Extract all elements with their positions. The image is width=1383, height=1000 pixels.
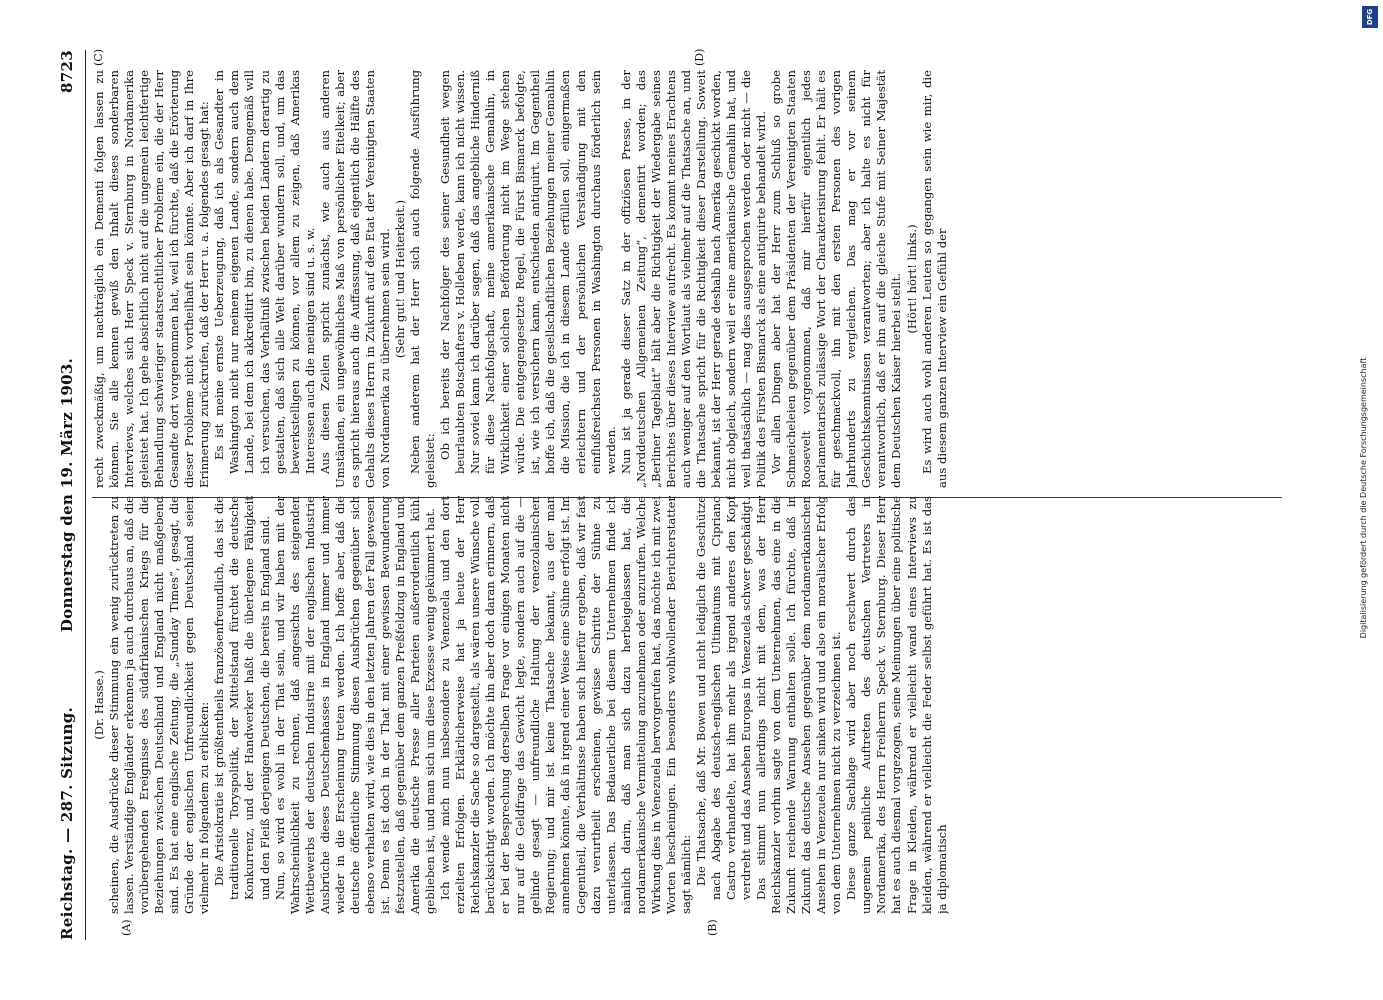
credit-text: Digitalisierung gefördert durch die Deutsche Forschungsgemeinschaft [1359, 357, 1368, 639]
paragraph: Es wird auch wohl anderen Leuten so gegangen sein wie mir, die aus diesem ganzen Interview ein Gefühl der [919, 70, 949, 488]
interjection: (Sehr gut! und Heiterkeit.) [392, 199, 407, 359]
quotation: Ob ich bereits der Nachfolger des seiner Gesundheit wegen beurlaubten Botschafters v. Holleben werde, kann ich nicht wissen. Nur soviel kann ich darüber sagen, daß das angebliche Hinderniß für diese Nachfolgschaft, meine amerikanische Gemahlin, in Wirklichkeit einer solchen Beförderung nicht im Wege stehen würde. Die entgegengesetzte Regel, die Fürst Bismarck befolgte, ist, wie ich versichern kann, entschieden antiquirt. Im Gegentheil hoffe ich, daß die gesellschaftlichen Beziehungen meiner Gemahlin die Mission, die ich in diesem Lande erfüllen soll, einigermaßen erleichtern und der persönlichen Verständigung mit den einflußreichsten Personen in Washington durchaus förderlich sein werden. [438, 70, 618, 474]
header-date: Donnerstag den 19. März 1903. [58, 357, 76, 633]
margin-marker-d: (D) [693, 48, 706, 66]
quotation: Die Thatsache, daß Mr. Bowen und nicht lediglich die Geschütze nach Abgabe des deutsch-englischen Ultimatums mit Cipriano Castro verhandelte, hat ihm mehr als irgend anderes den Kopf verdreht und das Ansehen Europas in Venezuela schwer geschädigt. [693, 496, 754, 900]
header-session: Reichstag. — 287. Sitzung. [58, 706, 76, 940]
paragraph: Diese ganze Sachlage wird aber noch erschwert durch das ungemein peinliche Auftreten des deutschen Vertreters in Nordamerika, des Herrn Freiherrn Speck v. Sternburg. Dieser Herr hat es auch diesmal vorgezogen, seine Meinungen über eine politische Frage in Kleiden, während er vielleicht wand eines Interviews zu kleiden, während er vielleicht die Feder selbst geführt hat. Es ist das ja diplomatisch [844, 496, 949, 914]
margin-marker-c: (C) [92, 49, 105, 66]
interjection: (Hört! hört! links.) [904, 224, 919, 334]
dfg-logo-icon [1362, 6, 1378, 28]
paragraph: Nun ist ja gerade dieser Satz in der offiziösen Presse, in der „Norddeutschen Allgemeinen Zeitung“, dementirt worden; das „Berliner Tageblatt“ hält aber die Richtigkeit der Wiedergabe seines Berichtes über dieses Interview aufrecht. Es kommt meines Erachtens auch weniger auf den Wortlaut als vielmehr auf die Thatsache an, und die Thatsache spricht für die Richtigkeit dieser Darstellung. Soweit bekannt, ist der Herr gerade deshalb nach Amerika geschickt worden, nicht obgleich, sondern weil er eine amerikanische Gemahlin hat, und weil thatsächlich — mag dies ausgesprochen werden oder nicht — die Politik des Fürsten Bismarck als eine antiquirte behandelt wird. [618, 70, 769, 488]
speaker-label: (Dr. Hasse.) [92, 670, 106, 740]
paragraph: recht zweckmäßig, um nachträglich ein Dementi folgen lassen zu können. Sie alle kennen gewiß den Inhalt dieses sonderbaren Interviews, welches sich Herr Speck v. Sternburg in Nordamerika geleistet hat. Ich gehe absichtlich nicht auf die ungemein leichtfertige Behandlung schwieriger staatsrechtlicher Probleme ein, die der Herr Gesandte dort vorgenommen hat, weil ich fürchte, daß die Erörterung dieser Probleme nicht vortheilhaft sein könnte. Aber ich darf in Ihre Erinnerung zurückrufen, daß der Herr u. a. folgendes gesagt hat: [92, 70, 212, 488]
quotation: Es ist meine ernste Ueberzeugung, daß ich als Gesandter in Washington nicht nur meinem eigenen Lande, sondern auch dem Lande, bei dem ich akkreditirt bin, zu dienen habe. Demgemäß will ich versuchen, das Verhältniß zwischen beiden Ländern derartig zu gestalten, daß sich alle Welt darüber wundern soll, und, um das bewerkstelligen zu können, vor allem zu zeigen, daß Amerikas Interessen auch die meinigen sind u. s. w. [212, 70, 317, 474]
quotation: Die Aristokratie ist größtentheils französenfreundlich, das ist die traditionelle Toryspolitik, der Mittelstand fürchtet die deutsche Konkurrenz, und der Handwerker haßt die überlegene Fähigkeit und den Fleiß derjenigen Deutschen, die bereits in England sind. [212, 496, 272, 900]
header-rule [85, 50, 86, 940]
page-header [58, 50, 80, 940]
header-page-number: 8723 [58, 50, 76, 93]
digitization-credit [1352, 18, 1376, 978]
paragraph: Ich wende mich nun insbesondere zu Venezuela und den dort erzielten Erfolgen. Erklärlicherweise hat ja heute der Herr Reichskanzler die Sache so dargestellt, als wären unsere Wünsche voll berücksichtigt worden. Ich möchte ihn aber doch daran erinnern, daß er bei der Besprechung derselben Frage vor einigen Monaten nicht nur auf die Geldfrage das Gewicht legte, sondern auch auf die — gelinde gesagt — unfreundliche Haltung der venezolanischen Regierung; und mir ist keine Thatsache bekannt, aus der man annehmen könnte, daß in irgend einer Weise eine Sühne erfolgt ist. Im Gegentheil, die Verhältnisse haben sich hierfür ergeben, daß wir fast dazu verurtheilt erscheinen, gewisse Schritte der Sühne zu unterlassen. Das Bedauerliche bei diesem Unternehmen finde ich nämlich darin, daß man sich dazu herbeigelassen hat, die nordamerikanische Vermittelung anzunehmen oder anzurufen. Welche Wirkung dies in Venezuela hervorgerufen hat, das möchte ich mit zwei Worten bescheinigen. Ein besonders wohlwollender Berichterstatter sagt nämlich: [438, 496, 693, 914]
paragraph: Vor allen Dingen aber hat der Herr zum Schluß so grobe Schmeicheleien gegenüber dem Präsidenten der Vereinigten Staaten Roosevelt vorgenommen, daß mir hierfür eigentlich jedes parlamentarisch zulässige Wort der Charakterisirung fehlt. Er hält es für geschmackvoll, ihn mit den ersten Personen des vorigen Jahrhunderts zu vergleichen. Das mag er vor seinem Geschichtskenntnissen verantworten; aber ich halte es nicht für verantwortlich, daß er ihn auf die gleiche Stufe mit Seiner Majestät dem Deutschen Kaiser hierbei stellt. [769, 70, 904, 488]
paragraph: Nun, so wird es wohl in der That sein, und wir haben mit der Wahrscheinlichkeit zu rechnen, daß angesichts des steigenden Wettbewerbs der deutschen Industrie mit der englischen Industrie Ausbrüche dieses Deutschenhasses in England immer und immer wieder in die Erscheinung treten werden. Ich hoffe aber, daß die deutsche öffentliche Stimmung diesen Ausbrüchen gegenüber sich ebenso verhalten wird, wie dies in den letzten Jahren der Fall gewesen ist. Denn es ist doch in der That mit einer gewissen Bewunderung festzustellen, daß gegenüber dem ganzen Preßfeldzug in England und Amerika die deutsche Presse aller Parteien außerordentlich kühl geblieben ist, und man sich um diese Exzesse wenig gekümmert hat. [272, 496, 438, 914]
margin-marker-b: (B) [706, 919, 719, 936]
paragraph: Neben anderem hat der Herr sich auch folgende Ausführung geleistet: [407, 70, 438, 488]
paragraph: Aus diesen Zeilen spricht zunächst, wie auch aus anderen Umständen, ein ungewöhnliches Maß von persönlicher Eitelkeit; aber es spricht hieraus auch die Auffassung, daß eigentlich die Hälfte des Gehalts dieses Herrn in Zukunft auf den Etat der Vereinigten Staaten von Nordamerika zu übernehmen sein wird. [317, 70, 392, 488]
margin-marker-a: (A) [120, 919, 133, 936]
logo-text: DFG [1366, 8, 1374, 26]
text-column-left [92, 496, 1282, 914]
text-column-right [92, 70, 1282, 488]
paragraph: Das stimmt nun allerdings nicht mit dem, was der Herr Reichskanzler vorhin sagte von dem Unternehmen, das eine in die Zukunft reichende Warnung enthalten solle. Ich fürchte, daß in Zukunft das deutsche Ansehen gegenüber dem nordamerikanischen Ansehen in Venezuela nur sinken wird und also ein moralischer Erfolg von dem Unternehmen nicht zu verzeichnen ist. [754, 496, 844, 914]
paragraph: scheinen, die Ausdrücke dieser Stimmung ein wenig zurücktreten zu lassen. Verständige Engländer erkennen ja auch durchaus an, daß die vorübergehenden Ereignisse des südafrikanischen Kriegs für die Beziehungen zwischen Deutschland und England nicht maßgebend sind. Es hat eine englische Zeitung, die „Sunday Times“, gesagt, die Gründe der englischen Unfreundlichkeit gegen Deutschland seien vielmehr in folgendem zu erblicken: [107, 496, 212, 914]
column-divider [92, 497, 1282, 498]
